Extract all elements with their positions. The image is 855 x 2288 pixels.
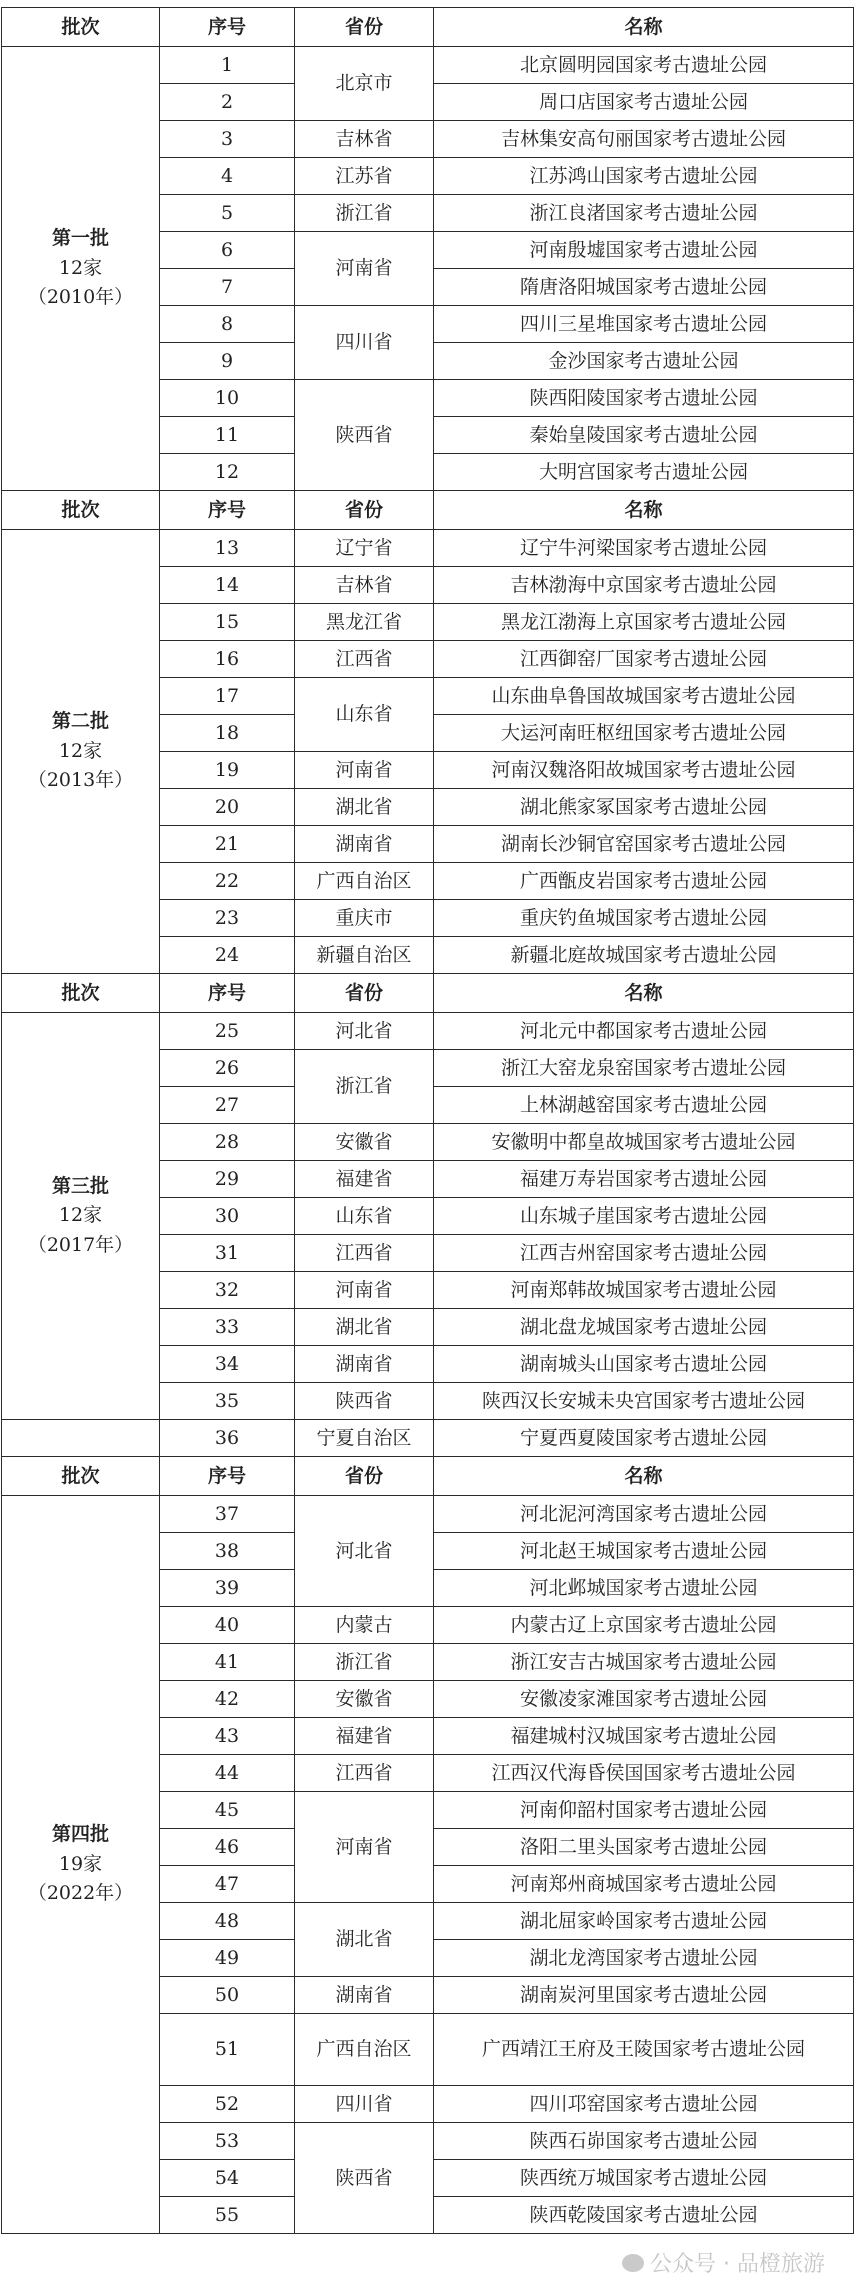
park-name: 上林湖越窑国家考古遗址公园 [434,1087,854,1124]
row-number: 5 [160,195,295,232]
province-cell: 新疆自治区 [295,937,434,974]
park-name: 河南郑州商城国家考古遗址公园 [434,1866,854,1903]
row-number: 11 [160,417,295,454]
batch-label-line: 第四批 [51,1823,109,1846]
batch-label-line: （2017年） [27,1233,134,1256]
province-cell: 吉林省 [295,567,434,604]
park-name: 福建万寿岩国家考古遗址公园 [434,1161,854,1198]
park-name: 河南汉魏洛阳故城国家考古遗址公园 [434,752,854,789]
batch-label-line: 第三批 [51,1174,109,1197]
park-name: 江西汉代海昏侯国国家考古遗址公园 [434,1755,854,1792]
batch-label-line: 12家 [58,739,103,762]
row-number: 43 [160,1718,295,1755]
province-cell: 安徽省 [295,1681,434,1718]
wechat-icon [622,2254,644,2272]
park-name: 内蒙古辽上京国家考古遗址公园 [434,1607,854,1644]
row-number: 52 [160,2086,295,2123]
header-no: 序号 [160,1457,295,1496]
park-name: 陕西统万城国家考古遗址公园 [434,2160,854,2197]
province-cell: 黑龙江省 [295,604,434,641]
watermark-text: 公众号 · 品橙旅游 [650,2252,825,2277]
header-batch: 批次 [2,974,160,1013]
row-number: 32 [160,1272,295,1309]
row-number: 17 [160,678,295,715]
park-name: 黑龙江渤海上京国家考古遗址公园 [434,604,854,641]
header-name: 名称 [434,974,854,1013]
park-name: 北京圆明园国家考古遗址公园 [434,47,854,84]
park-name: 河南郑韩故城国家考古遗址公园 [434,1272,854,1309]
park-name: 大运河南旺枢纽国家考古遗址公园 [434,715,854,752]
park-name: 湖南炭河里国家考古遗址公园 [434,1977,854,2014]
park-name: 浙江安吉古城国家考古遗址公园 [434,1644,854,1681]
header-row [2,8,854,47]
park-name: 江西吉州窑国家考古遗址公园 [434,1235,854,1272]
row-number: 36 [160,1420,295,1457]
row-number: 35 [160,1383,295,1420]
province-cell: 河北省 [295,1013,434,1050]
park-name: 金沙国家考古遗址公园 [434,343,854,380]
header-name: 名称 [434,491,854,530]
batch-cell [2,47,160,491]
batch-label-line: （2013年） [27,769,134,792]
row-number: 18 [160,715,295,752]
province-cell: 河南省 [295,752,434,789]
park-name: 福建城村汉城国家考古遗址公园 [434,1718,854,1755]
row-number: 50 [160,1977,295,2014]
row-number: 46 [160,1829,295,1866]
row-number: 54 [160,2160,295,2197]
province-cell: 江西省 [295,641,434,678]
province-cell: 江西省 [295,1235,434,1272]
province-cell: 河南省 [295,232,434,306]
park-name: 大明宫国家考古遗址公园 [434,454,854,491]
park-name: 秦始皇陵国家考古遗址公园 [434,417,854,454]
header-batch: 批次 [2,491,160,530]
park-name: 安徽凌家滩国家考古遗址公园 [434,1681,854,1718]
row-number: 26 [160,1050,295,1087]
header-province: 省份 [295,8,434,47]
row-number: 10 [160,380,295,417]
row-number: 15 [160,604,295,641]
province-cell: 山东省 [295,678,434,752]
province-cell: 江西省 [295,1755,434,1792]
province-cell: 湖北省 [295,1309,434,1346]
province-cell: 陕西省 [295,1383,434,1420]
park-name: 湖北屈家岭国家考古遗址公园 [434,1903,854,1940]
province-cell: 湖北省 [295,1903,434,1977]
province-cell: 河北省 [295,1496,434,1607]
row-number: 24 [160,937,295,974]
table-row [2,530,854,567]
table-row [2,1013,854,1050]
row-number: 29 [160,1161,295,1198]
park-name: 四川三星堆国家考古遗址公园 [434,306,854,343]
batch-label-line: 19家 [58,1852,103,1875]
watermark [622,2247,825,2278]
park-name: 新疆北庭故城国家考古遗址公园 [434,937,854,974]
province-cell: 广西自治区 [295,863,434,900]
park-name: 安徽明中都皇故城国家考古遗址公园 [434,1124,854,1161]
table-row [2,1420,854,1457]
province-cell: 安徽省 [295,1124,434,1161]
batch-label-line: 12家 [58,256,103,279]
province-cell: 湖南省 [295,1977,434,2014]
province-cell: 四川省 [295,2086,434,2123]
park-name: 河北邺城国家考古遗址公园 [434,1570,854,1607]
header-row [2,491,854,530]
header-row [2,1457,854,1496]
park-name: 辽宁牛河梁国家考古遗址公园 [434,530,854,567]
batch-cell [2,1496,160,2234]
park-name: 浙江良渚国家考古遗址公园 [434,195,854,232]
batch-label-line: （2010年） [27,286,134,309]
province-cell: 福建省 [295,1718,434,1755]
park-name: 湖南长沙铜官窑国家考古遗址公园 [434,826,854,863]
row-number: 23 [160,900,295,937]
row-number: 12 [160,454,295,491]
header-no: 序号 [160,491,295,530]
province-cell: 北京市 [295,47,434,121]
park-name: 河北赵王城国家考古遗址公园 [434,1533,854,1570]
park-name: 河南仰韶村国家考古遗址公园 [434,1792,854,1829]
province-cell: 浙江省 [295,1050,434,1124]
header-no: 序号 [160,8,295,47]
province-cell: 山东省 [295,1198,434,1235]
park-name: 洛阳二里头国家考古遗址公园 [434,1829,854,1866]
park-name: 湖北龙湾国家考古遗址公园 [434,1940,854,1977]
header-no: 序号 [160,974,295,1013]
province-cell: 湖南省 [295,826,434,863]
province-cell: 吉林省 [295,121,434,158]
batch-cell [2,1420,160,1457]
province-cell: 陕西省 [295,2123,434,2234]
province-cell: 辽宁省 [295,530,434,567]
row-number: 51 [160,2014,295,2086]
header-batch: 批次 [2,8,160,47]
batch-cell [2,1013,160,1420]
row-number: 47 [160,1866,295,1903]
batch-cell [2,530,160,974]
row-number: 45 [160,1792,295,1829]
park-name: 河北泥河湾国家考古遗址公园 [434,1496,854,1533]
park-name: 广西甑皮岩国家考古遗址公园 [434,863,854,900]
row-number: 25 [160,1013,295,1050]
province-cell: 内蒙古 [295,1607,434,1644]
province-cell: 广西自治区 [295,2014,434,2086]
row-number: 28 [160,1124,295,1161]
row-number: 13 [160,530,295,567]
batch-label-line: 第二批 [51,710,109,733]
header-province: 省份 [295,974,434,1013]
row-number: 30 [160,1198,295,1235]
park-name: 四川邛窑国家考古遗址公园 [434,2086,854,2123]
park-name: 陕西汉长安城未央宫国家考古遗址公园 [434,1383,854,1420]
row-number: 21 [160,826,295,863]
province-cell: 浙江省 [295,1644,434,1681]
batch-label-line: 第一批 [51,227,109,250]
row-number: 6 [160,232,295,269]
park-name: 陕西乾陵国家考古遗址公园 [434,2197,854,2234]
province-cell: 湖南省 [295,1346,434,1383]
park-name: 隋唐洛阳城国家考古遗址公园 [434,269,854,306]
row-number: 53 [160,2123,295,2160]
park-name: 湖北盘龙城国家考古遗址公园 [434,1309,854,1346]
province-cell: 江苏省 [295,158,434,195]
header-name: 名称 [434,8,854,47]
province-cell: 河南省 [295,1792,434,1903]
row-number: 20 [160,789,295,826]
row-number: 55 [160,2197,295,2234]
row-number: 4 [160,158,295,195]
park-name: 重庆钓鱼城国家考古遗址公园 [434,900,854,937]
table-row [2,47,854,84]
park-name: 湖北熊家冢国家考古遗址公园 [434,789,854,826]
row-number: 16 [160,641,295,678]
batch-label-line: 12家 [58,1204,103,1227]
row-number: 3 [160,121,295,158]
park-name: 广西靖江王府及王陵国家考古遗址公园 [434,2014,854,2086]
park-name: 吉林渤海中京国家考古遗址公园 [434,567,854,604]
row-number: 27 [160,1087,295,1124]
park-name: 江西御窑厂国家考古遗址公园 [434,641,854,678]
row-number: 1 [160,47,295,84]
row-number: 44 [160,1755,295,1792]
park-name: 山东曲阜鲁国故城国家考古遗址公园 [434,678,854,715]
park-name: 河南殷墟国家考古遗址公园 [434,232,854,269]
row-number: 49 [160,1940,295,1977]
row-number: 19 [160,752,295,789]
table-row [2,1496,854,1533]
row-number: 14 [160,567,295,604]
province-cell: 福建省 [295,1161,434,1198]
row-number: 9 [160,343,295,380]
header-batch: 批次 [2,1457,160,1496]
row-number: 7 [160,269,295,306]
park-name: 山东城子崖国家考古遗址公园 [434,1198,854,1235]
park-name: 周口店国家考古遗址公园 [434,84,854,121]
park-name: 吉林集安高句丽国家考古遗址公园 [434,121,854,158]
park-name: 陕西阳陵国家考古遗址公园 [434,380,854,417]
row-number: 42 [160,1681,295,1718]
province-cell: 浙江省 [295,195,434,232]
park-name: 浙江大窑龙泉窑国家考古遗址公园 [434,1050,854,1087]
header-name: 名称 [434,1457,854,1496]
province-cell: 陕西省 [295,380,434,491]
row-number: 34 [160,1346,295,1383]
batch-label-line: （2022年） [27,1882,134,1905]
row-number: 2 [160,84,295,121]
province-cell: 重庆市 [295,900,434,937]
header-province: 省份 [295,1457,434,1496]
header-province: 省份 [295,491,434,530]
row-number: 40 [160,1607,295,1644]
header-row [2,974,854,1013]
row-number: 48 [160,1903,295,1940]
row-number: 8 [160,306,295,343]
park-name: 河北元中都国家考古遗址公园 [434,1013,854,1050]
province-cell: 河南省 [295,1272,434,1309]
row-number: 38 [160,1533,295,1570]
row-number: 22 [160,863,295,900]
archaeological-parks-table [1,7,854,2234]
row-number: 37 [160,1496,295,1533]
park-name: 江苏鸿山国家考古遗址公园 [434,158,854,195]
row-number: 41 [160,1644,295,1681]
park-name: 陕西石峁国家考古遗址公园 [434,2123,854,2160]
province-cell: 宁夏自治区 [295,1420,434,1457]
park-name: 宁夏西夏陵国家考古遗址公园 [434,1420,854,1457]
row-number: 31 [160,1235,295,1272]
province-cell: 湖北省 [295,789,434,826]
province-cell: 四川省 [295,306,434,380]
row-number: 33 [160,1309,295,1346]
park-name: 湖南城头山国家考古遗址公园 [434,1346,854,1383]
row-number: 39 [160,1570,295,1607]
